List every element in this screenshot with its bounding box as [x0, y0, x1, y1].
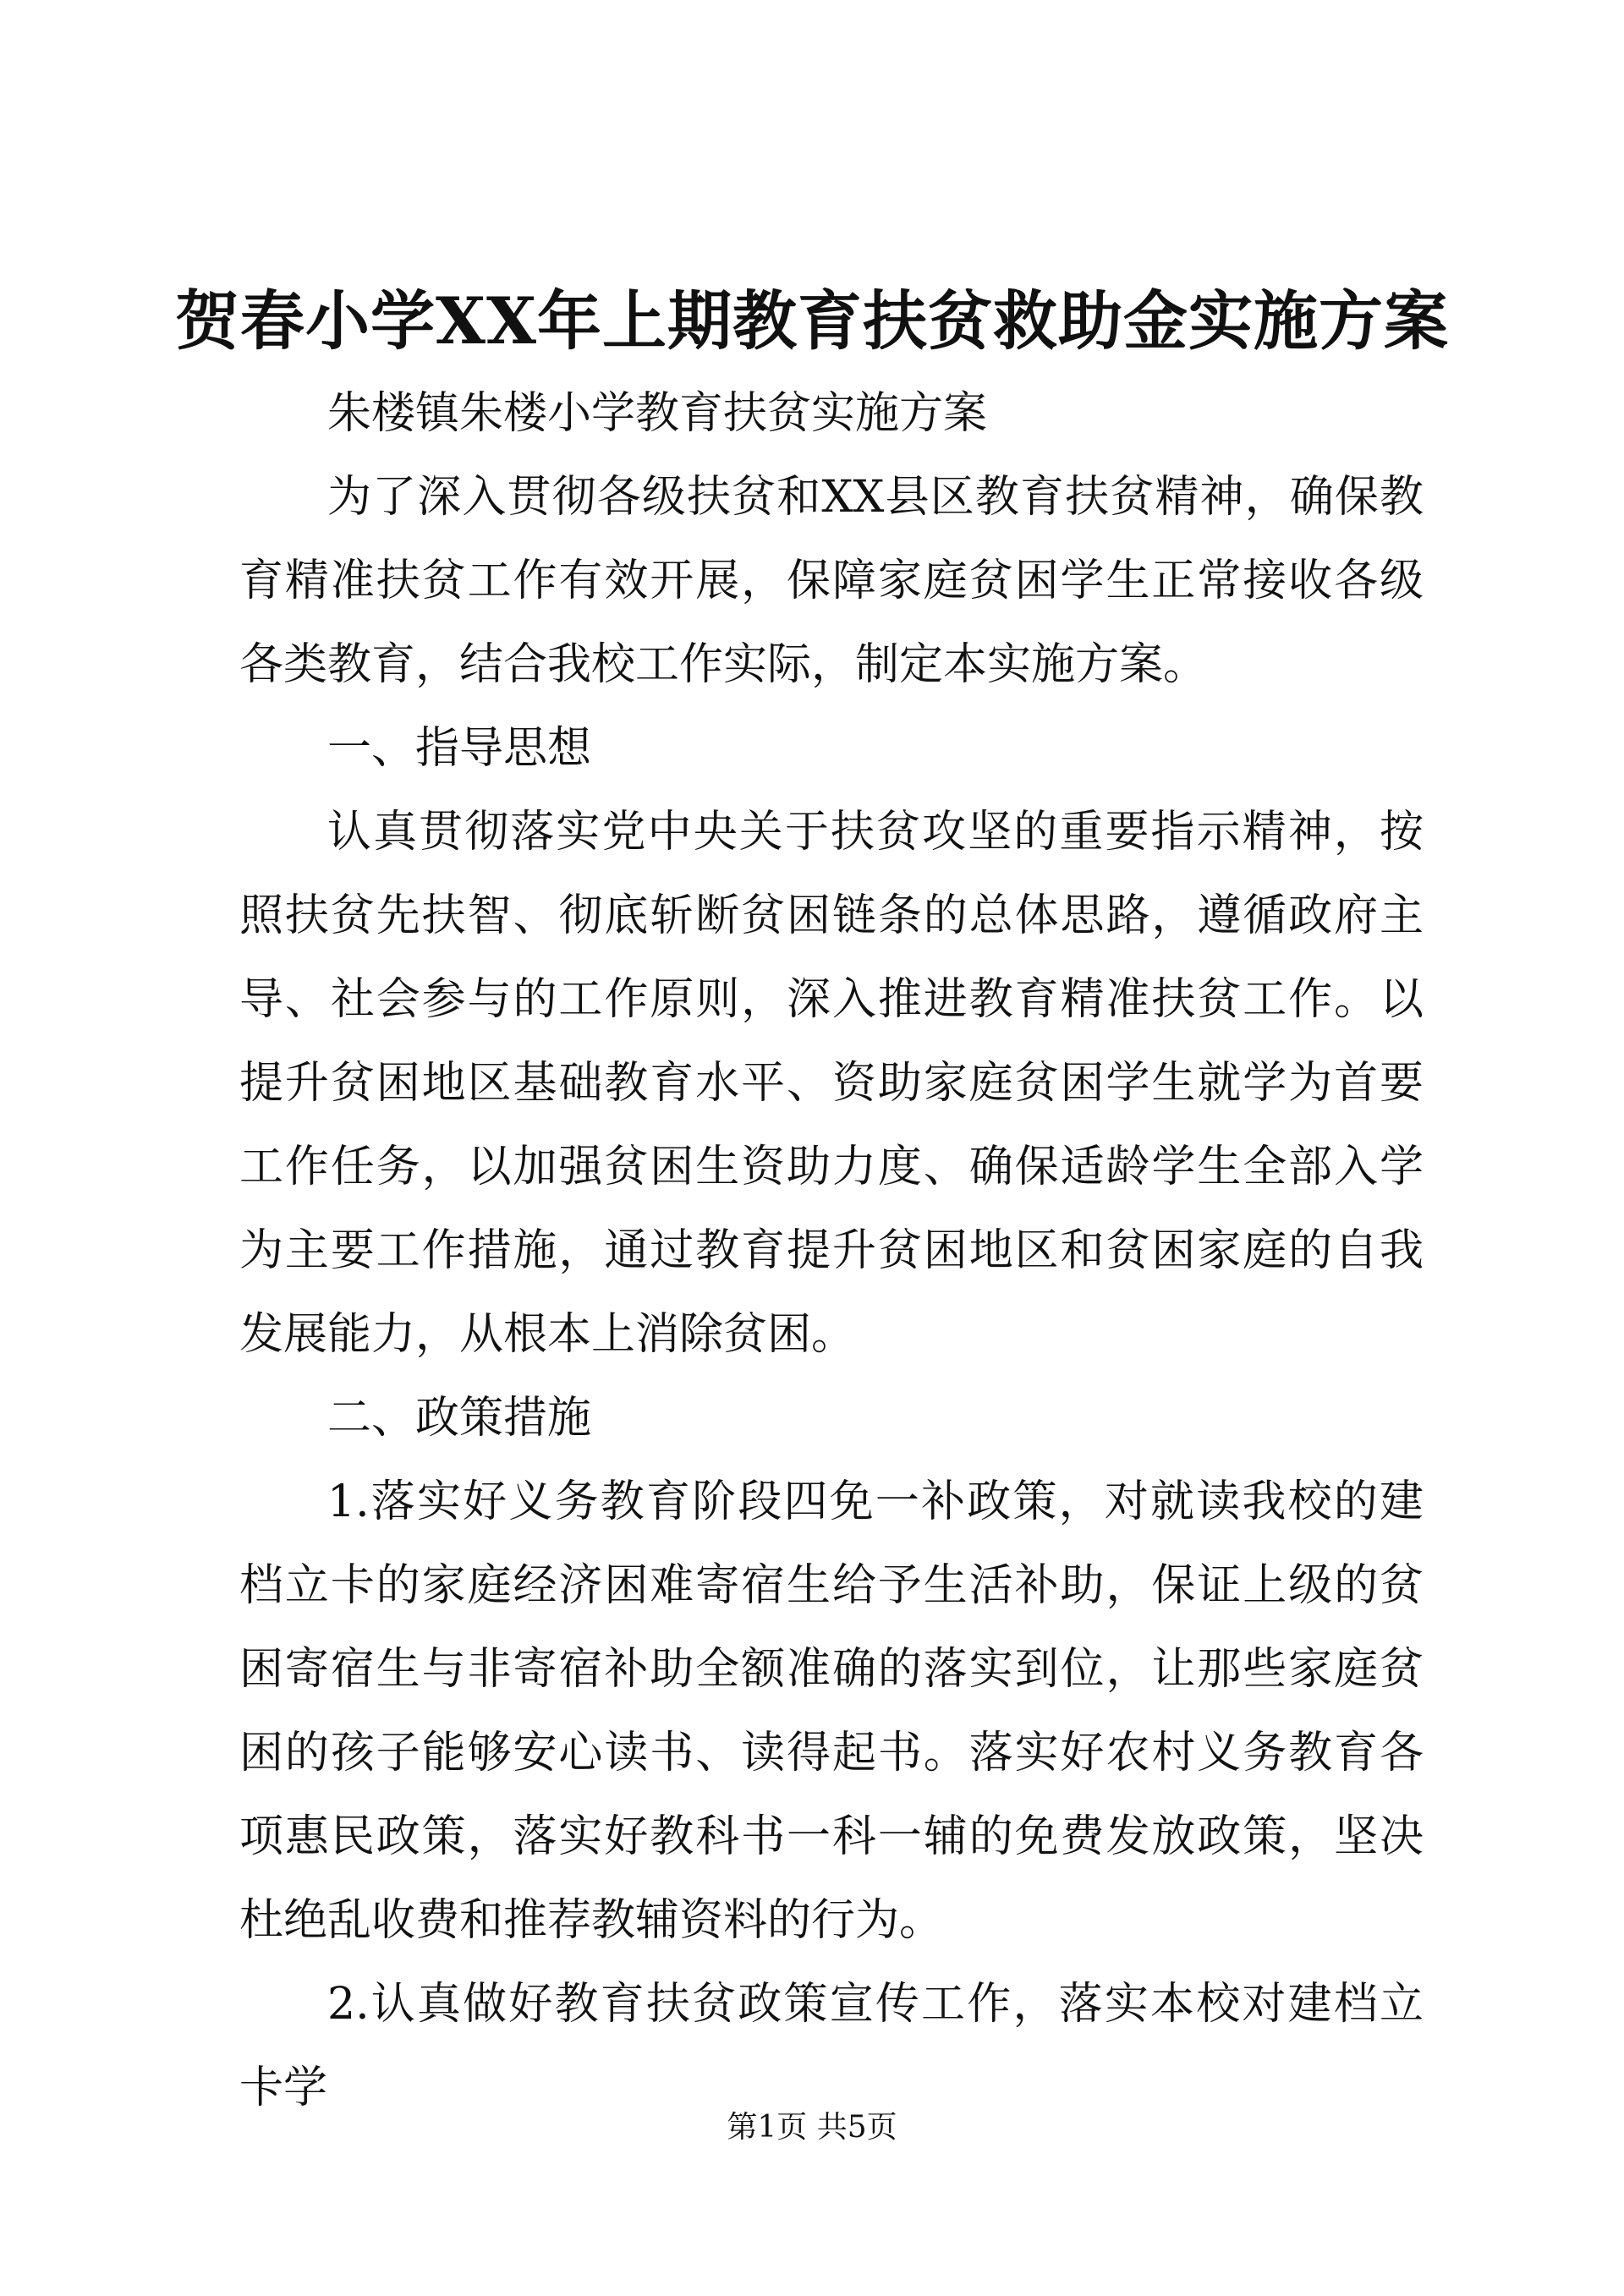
paragraph-guiding-ideology: 认真贯彻落实党中央关于扶贫攻坚的重要指示精神，按照扶贫先扶智、彻底斩断贫困链条的总体思路，遵循政府主导、社会参与的工作原则，深入推进教育精准扶贫工作。以提升贫困地区基础教育水平、资助家庭贫困学生就学为首要工作任务，以加强贫困生资助力度、确保适龄学生全部入学为主要工作措施，通过教育提升贫困地区和贫困家庭的自我发展能力，从根本上消除贫困。 — [239, 807, 1424, 1360]
paragraph-measure-1: 1.落实好义务教育阶段四免一补政策，对就读我校的建档立卡的家庭经济困难寄宿生给予生活补助，保证上级的贫困寄宿生与非寄宿补助全额准确的落实到位，让那些家庭贫困的孩子能够安心读书、读得起书。落实好农村义务教育各项惠民政策，落实好教科书一科一辅的免费发放政策，坚决杜绝乱收费和推荐教辅资料的行为。 — [239, 1477, 1424, 1946]
document-title: 贺春小学XX年上期教育扶贫救助金实施方案 — [175, 283, 1449, 359]
section-heading-guiding-ideology: 一、指导思想 — [327, 723, 592, 774]
document-body — [239, 372, 1424, 2130]
paragraph-measure-2: 2.认真做好教育扶贫政策宣传工作，落实本校对建档立卡学 — [239, 1979, 1424, 2113]
section-heading-policy-measures: 二、政策措施 — [327, 1393, 592, 1444]
document-subtitle: 朱楼镇朱楼小学教育扶贫实施方案 — [327, 388, 988, 439]
paragraph-intro: 为了深入贯彻各级扶贫和XX县区教育扶贫精神，确保教育精准扶贫工作有效开展，保障家庭贫困学生正常接收各级各类教育，结合我校工作实际，制定本实施方案。 — [239, 472, 1424, 690]
page-footer: 第1页 共5页 — [727, 2110, 897, 2145]
